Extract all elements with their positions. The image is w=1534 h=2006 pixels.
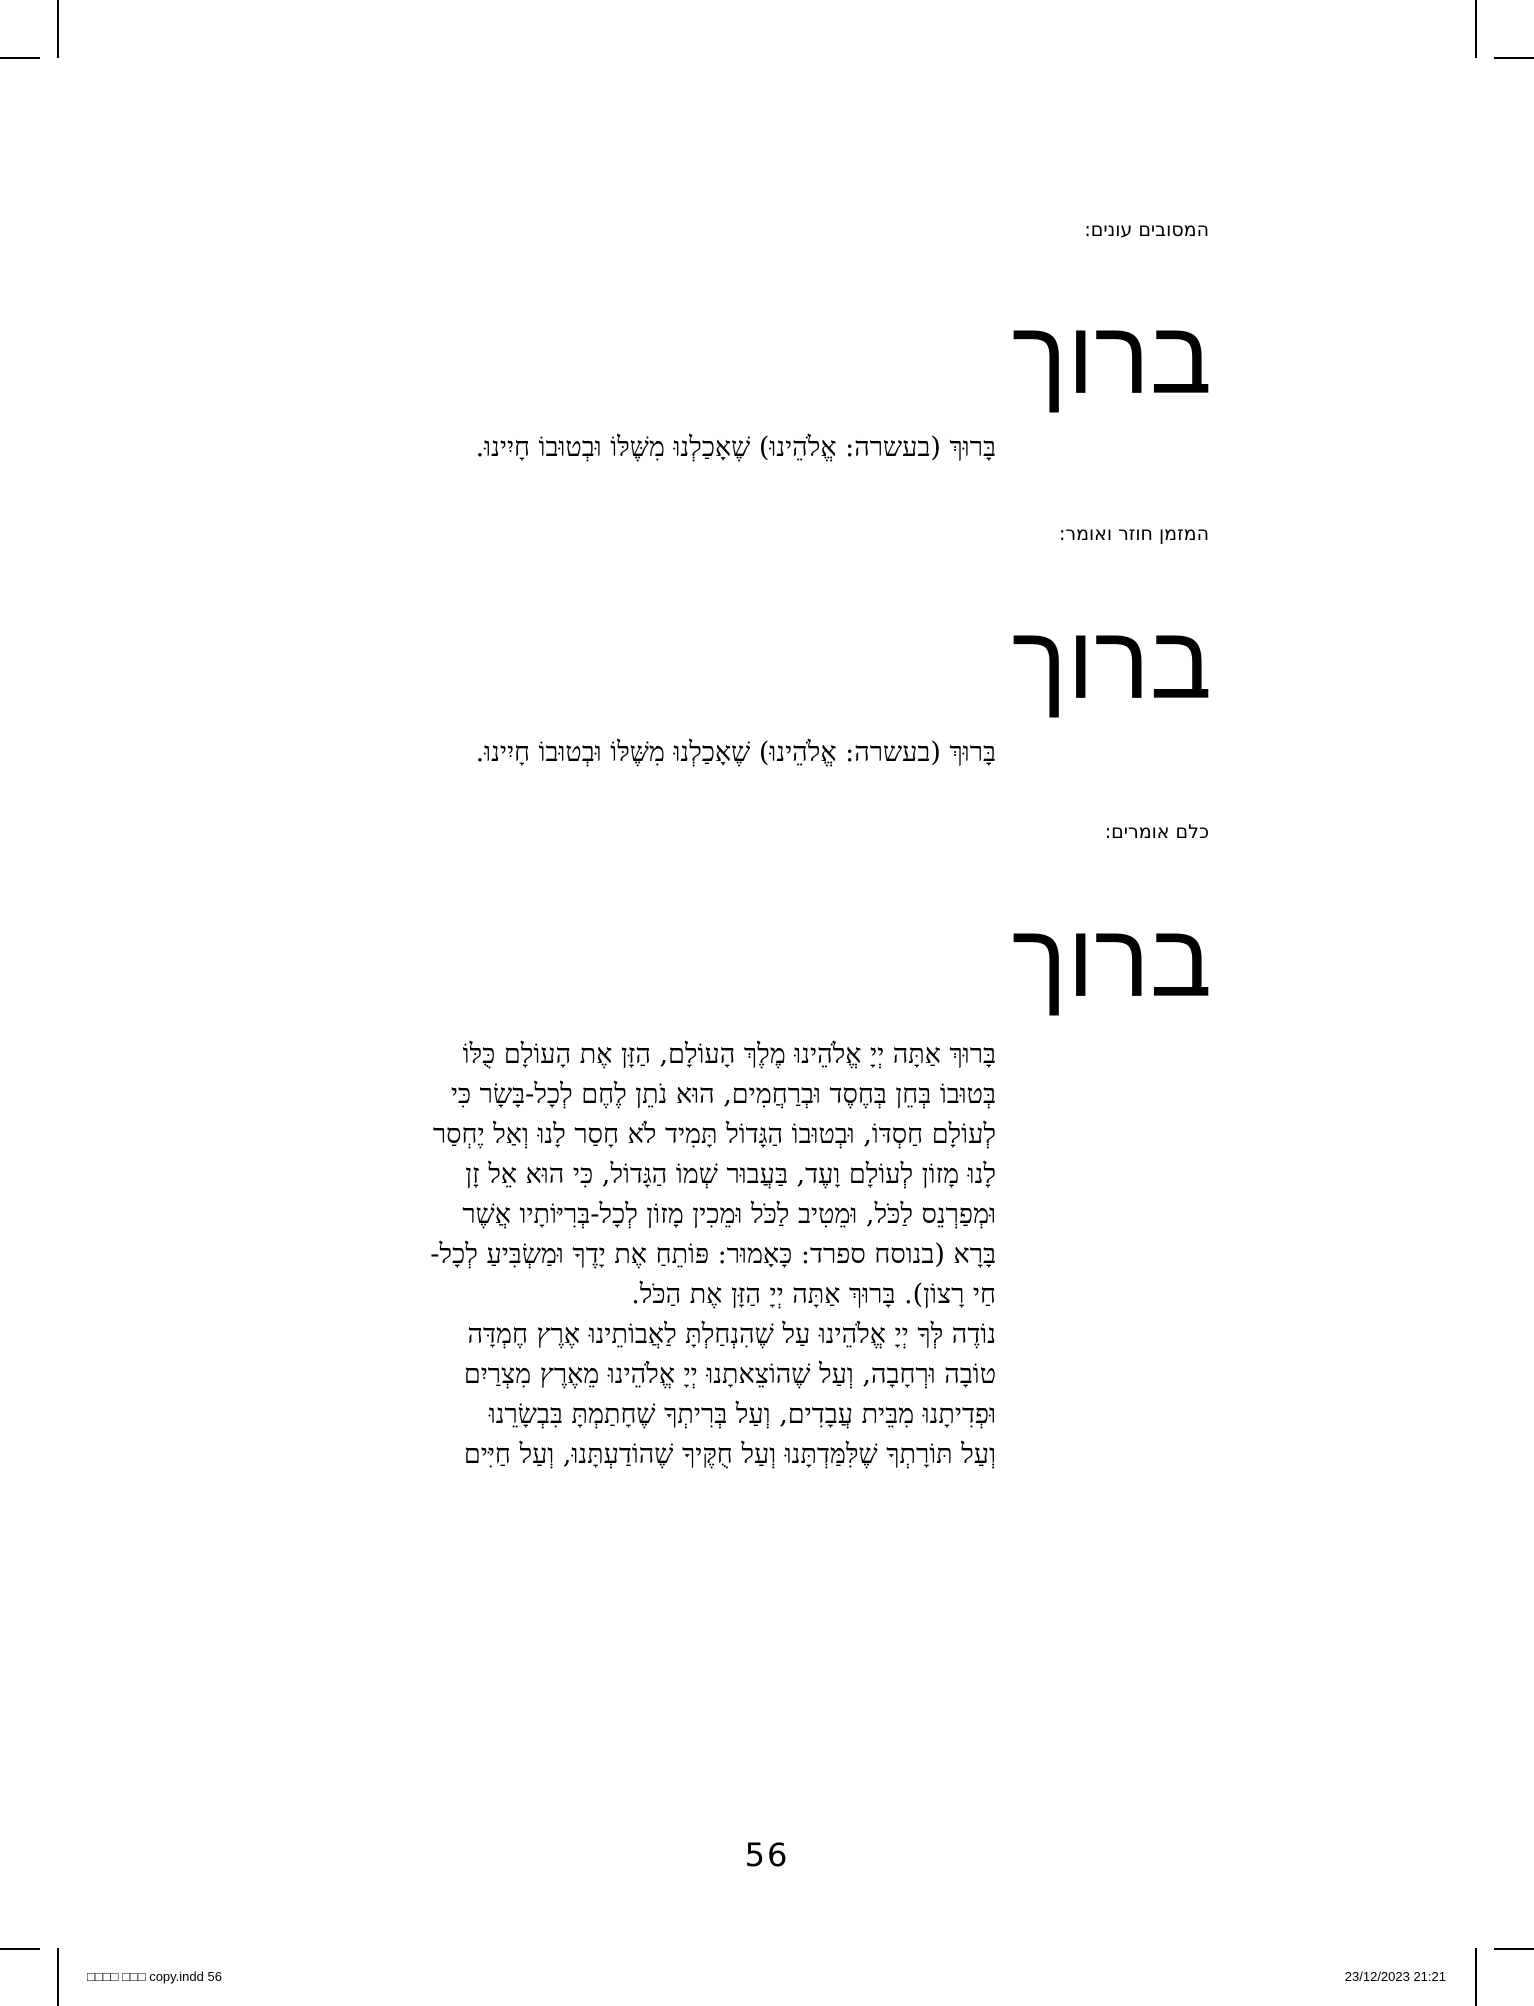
paragraph-line: וּמְפַרְנֵס לַכֹּל, וּמֵטִיב לַכֹּל וּמֵכִין מָזוֹן לְכָל-בְּרִיּוֹתָיו אֲשֶׁר xyxy=(462,1199,996,1230)
paragraph-line: וּפְדִיתָנוּ מִבֵּית עֲבָדִים, וְעַל בְּרִיתְךָ שֶׁחָתַמְתָּ בִּבְשָׂרֵנוּ xyxy=(488,1399,996,1430)
paragraph-line: לָנוּ מָזוֹן לְעוֹלָם וָעֶד, בַּעֲבוּר שְׁמוֹ הַגָּדוֹל, כִּי הוּא אֵל זָן xyxy=(465,1159,996,1190)
section-heading-baruch: ברוך xyxy=(1011,899,1212,1021)
section-label-leader-repeats: המזמן חוזר ואומר: xyxy=(1058,523,1209,545)
paragraph-line: בָּרָא (בנוסח ספרד: כָּאָמוּר: פּוֹתֵחַ אֶת יָדֶךָ וּמַשְׂבִּיעַ לְכָל- xyxy=(430,1239,996,1270)
section-heading-baruch: ברוך xyxy=(1011,296,1212,418)
crop-mark-bottom-left-horizontal xyxy=(0,1948,40,1950)
crop-mark-top-right-horizontal xyxy=(1494,57,1534,59)
section-label-diners-respond: המסובים עונים: xyxy=(1084,219,1209,241)
paragraph-line: חַי רָצוֹן). בָּרוּךְ אַתָּה יְיָ הַזָּן אֶת הַכֹּל. xyxy=(631,1279,996,1310)
crop-mark-bottom-left-vertical xyxy=(57,1948,59,2006)
paragraph-line: לְעוֹלָם חַסְדּוֹ, וּבְטוּבוֹ הַגָּדוֹל תָּמִיד לֹא חָסַר לָנוּ וְאַל יֶחְסַר xyxy=(432,1119,996,1150)
paragraph-line: בְּטוּבוֹ בְּחֵן בְּחֶסֶד וּבְרַחֲמִים, הוּא נֹתֵן לֶחֶם לְכָל-בָּשָׂר כִּי xyxy=(450,1079,996,1110)
crop-mark-bottom-right-horizontal xyxy=(1494,1948,1534,1950)
crop-mark-top-left-vertical xyxy=(57,0,59,58)
crop-mark-bottom-right-vertical xyxy=(1475,1948,1477,2006)
blessing-verse: בָּרוּךְ (בעשרה: אֱלֹהֵינוּ) שֶׁאָכַלְנוּ מִשֶּׁלּוֹ וּבְטוּבוֹ חָיִינוּ. xyxy=(475,737,996,768)
slug-timestamp: 23/12/2023 21:21 xyxy=(1344,1969,1446,1984)
blessing-verse: בָּרוּךְ (בעשרה: אֱלֹהֵינוּ) שֶׁאָכַלְנוּ מִשֶּׁלּוֹ וּבְטוּבוֹ חָיִינוּ. xyxy=(475,432,996,463)
section-label-all-say: כלם אומרים: xyxy=(1104,821,1209,843)
paragraph-line: נוֹדֶה לְּךָ יְיָ אֱלֹהֵינוּ עַל שֶׁהִנְחַלְתָּ לַאֲבוֹתֵינוּ אֶרֶץ חֶמְדָּה xyxy=(467,1319,996,1350)
paragraph-line: טוֹבָה וּרְחָבָה, וְעַל שֶׁהוֹצֵאתָנוּ יְיָ אֱלֹהֵינוּ מֵאֶרֶץ מִצְרַיִם xyxy=(463,1359,996,1390)
page-number: 56 xyxy=(744,1836,790,1874)
crop-mark-top-left-horizontal xyxy=(0,57,40,59)
slug-filename: □□□□ □□□ copy.indd 56 xyxy=(87,1969,222,1984)
paragraph-line: וְעַל תּוֹרָתְךָ שֶׁלִּמַּדְתָּנוּ וְעַל חֻקֶּיךָ שֶׁהוֹדַעְתָּנוּ, וְעַל חַיִּים xyxy=(463,1439,996,1470)
paragraph-line: בָּרוּךְ אַתָּה יְיָ אֱלֹהֵינוּ מֶלֶךְ הָעוֹלָם, הַזָּן אֶת הָעוֹלָם כֻּלּוֹ xyxy=(462,1039,996,1070)
crop-mark-top-right-vertical xyxy=(1475,0,1477,58)
section-heading-baruch: ברוך xyxy=(1011,601,1212,723)
grace-paragraph xyxy=(214,1035,996,1475)
